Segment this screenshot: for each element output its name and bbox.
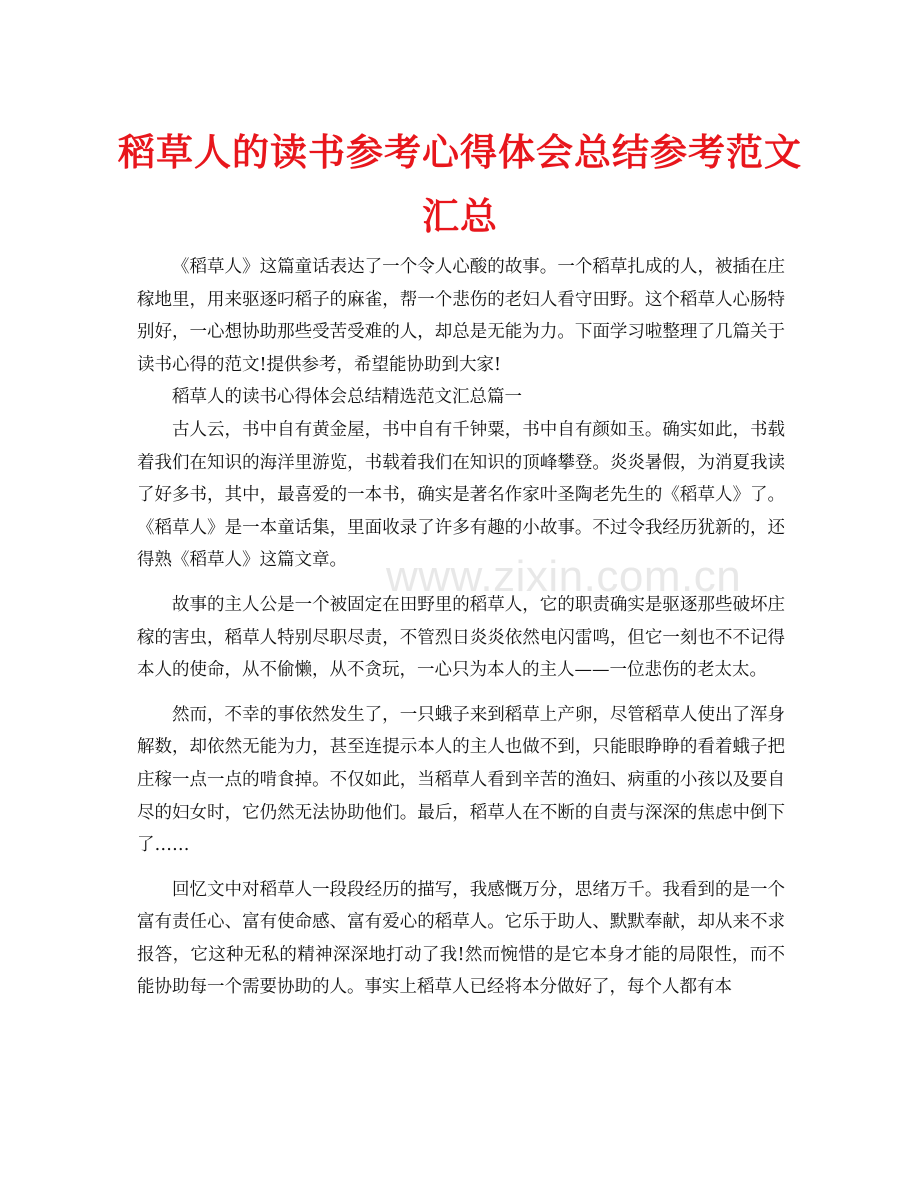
body-paragraph-3: 然而，不幸的事依然发生了，一只蛾子来到稻草上产卵，尽管稻草人使出了浑身解数，却依然无能为力，甚至连提示本人的主人也做不到，只能眼睁睁的看着蛾子把庄稼一点一点的啃食掉。不仅如此，当稻草人看到辛苦的渔妇、病重的小孩以及要自尽的妇女时，它仍然无法协助他们。最后，稻草人在不断的自责与深深的焦虑中倒下了…… — [137, 704, 785, 856]
intro-paragraph: 《稻草人》这篇童话表达了一个令人心酸的故事。一个稻草扎成的人，被插在庄稼地里，用来驱逐叼稻子的麻雀，帮一个悲伤的老妇人看守田野。这个稻草人心肠特别好，一心想协助那些受苦受难的人，却总是无能为力。下面学习啦整理了几篇关于读书心得的范文!提供参考，希望能协助到大家! — [137, 257, 785, 375]
document-body — [137, 251, 785, 1004]
document-title-line-1: 稻草人的读书参考心得体会总结参考范文 — [118, 131, 802, 174]
site-watermark: www.zixin.com.cn — [386, 552, 742, 601]
section-heading: 稻草人的读书心得体会总结精选范文汇总篇一 — [172, 387, 522, 408]
document-title-line-2: 汇总 — [422, 195, 498, 238]
body-paragraph-1: 古人云，书中自有黄金屋，书中自有千钟粟，书中自有颜如玉。确实如此，书载着我们在知识的海洋里游览，书载着我们在知识的顶峰攀登。炎炎暑假，为消夏我读了好多书，其中，最喜爱的一本书，确实是著名作家叶圣陶老先生的《稻草人》了。《稻草人》是一本童话集，里面收录了许多有趣的小故事。不过令我经历犹新的，还得熟《稻草人》这篇文章。 — [137, 419, 785, 571]
body-paragraph-4: 回忆文中对稻草人一段段经历的描写，我感慨万分，思绪万千。我看到的是一个富有责任心、富有使命感、富有爱心的稻草人。它乐于助人、默默奉献，却从来不求报答，它这种无私的精神深深地打动了我!然而惋惜的是它本身才能的局限性，而不能协助每一个需要协助的人。事实上稻草人已经将本分做好了，每个人都有本 — [137, 879, 785, 998]
body-paragraph-2: 故事的主人公是一个被固定在田野里的稻草人，它的职责确实是驱逐那些破坏庄稼的害虫，稻草人特别尽职尽责，不管烈日炎炎依然电闪雷鸣，但它一刻也不不记得本人的使命，从不偷懒，从不贪玩，一心只为本人的主人——一位悲伤的老太太。 — [137, 594, 785, 681]
